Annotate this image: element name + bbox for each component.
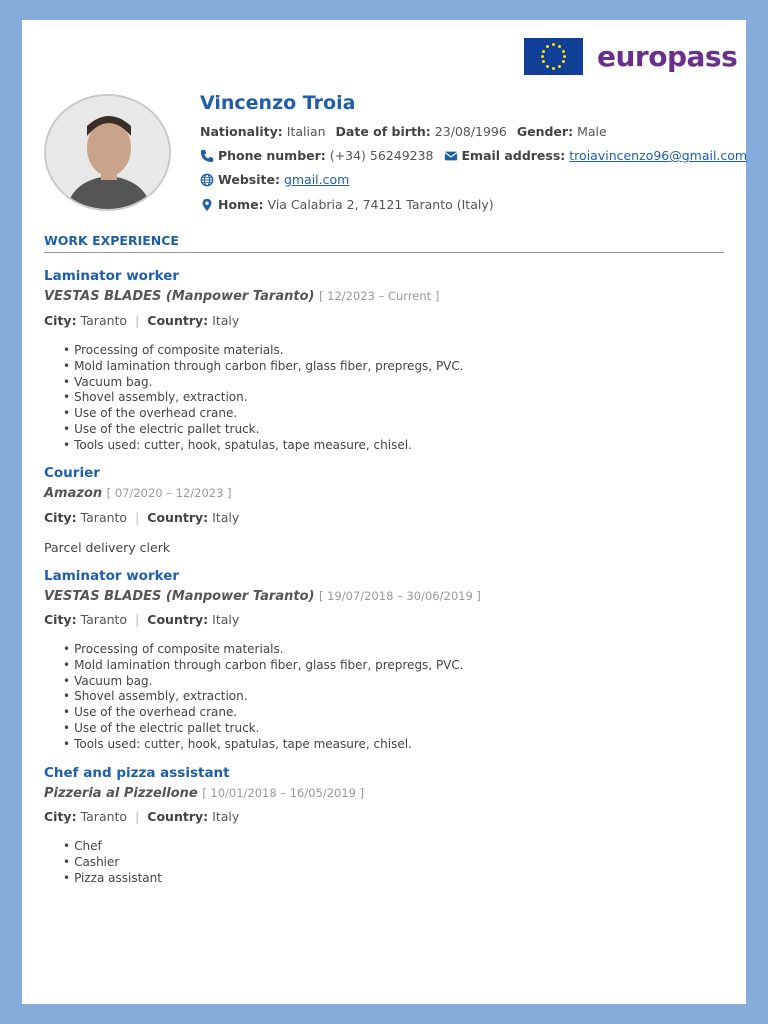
- employer-name: Pizzeria al Pizzellone: [44, 786, 198, 801]
- person-avatar-icon: [46, 96, 171, 211]
- location-separator: |: [135, 510, 140, 525]
- nationality-value: Italian: [286, 124, 326, 139]
- list-item: • Processing of composite materials.: [63, 642, 464, 658]
- job-duties-list: [63, 839, 162, 886]
- country-value: Italy: [212, 612, 240, 627]
- employer-name: VESTAS BLADES (Manpower Taranto): [44, 289, 315, 304]
- country-value: Italy: [212, 313, 240, 328]
- job-location: [44, 809, 239, 824]
- job-employer: [44, 589, 481, 604]
- website-label: Website:: [218, 172, 280, 187]
- location-separator: |: [135, 612, 140, 627]
- website-link[interactable]: gmail.com: [283, 172, 350, 187]
- email-link[interactable]: troiavincenzo96@gmail.com: [569, 148, 748, 163]
- job-location: [44, 313, 239, 328]
- list-item: • Tools used: cutter, hook, spatulas, tape measure, chisel.: [63, 737, 464, 753]
- country-label: Country:: [147, 313, 209, 328]
- list-item: • Use of the overhead crane.: [63, 406, 464, 422]
- globe-icon: [200, 173, 214, 187]
- job-description: Parcel delivery clerk: [44, 540, 171, 555]
- home-row: [200, 197, 494, 212]
- frame-right-bar: [746, 20, 768, 82]
- website-row: [200, 172, 349, 187]
- phone-icon: [200, 149, 214, 163]
- city-value: Taranto: [80, 313, 128, 328]
- frame-left-bar: [0, 20, 22, 82]
- home-value: Via Calabria 2, 74121 Taranto (Italy): [267, 197, 494, 212]
- job-dates: [ 19/07/2018 – 30/06/2019 ]: [319, 589, 481, 603]
- envelope-icon: [444, 149, 458, 163]
- job-title: Courier: [44, 465, 100, 481]
- list-item: • Vacuum bag.: [63, 375, 464, 391]
- job-dates: [ 07/2020 – 12/2023 ]: [106, 486, 232, 500]
- country-value: Italy: [212, 809, 240, 824]
- personal-details-row: [200, 124, 607, 139]
- list-item: • Mold lamination through carbon fiber, glass fiber, prepregs, PVC.: [63, 359, 464, 375]
- map-pin-icon: [200, 198, 214, 212]
- city-value: Taranto: [80, 510, 128, 525]
- job-employer: [44, 786, 364, 801]
- job-employer: [44, 289, 439, 304]
- employer-name: Amazon: [44, 486, 103, 501]
- city-value: Taranto: [80, 612, 128, 627]
- job-location: [44, 612, 239, 627]
- job-duties-list: [63, 343, 464, 454]
- eu-flag-icon: [524, 38, 583, 75]
- list-item: • Pizza assistant: [63, 871, 162, 887]
- list-item: • Use of the overhead crane.: [63, 705, 464, 721]
- dob-label: Date of birth:: [335, 124, 431, 139]
- city-value: Taranto: [80, 809, 128, 824]
- job-title: Laminator worker: [44, 268, 180, 284]
- list-item: • Use of the electric pallet truck.: [63, 422, 464, 438]
- list-item: • Shovel assembly, extraction.: [63, 390, 464, 406]
- dob-value: 23/08/1996: [434, 124, 507, 139]
- list-item: • Cashier: [63, 855, 162, 871]
- contact-row: [200, 148, 747, 163]
- city-label: City:: [44, 809, 77, 824]
- gender-value: Male: [577, 124, 607, 139]
- list-item: • Tools used: cutter, hook, spatulas, tape measure, chisel.: [63, 438, 464, 454]
- section-divider: [44, 252, 724, 253]
- europass-wordmark: europass: [597, 40, 738, 73]
- phone-value: (+34) 56249238: [329, 148, 434, 163]
- job-employer: [44, 486, 232, 501]
- profile-photo: [44, 94, 171, 211]
- country-value: Italy: [212, 510, 240, 525]
- list-item: • Shovel assembly, extraction.: [63, 689, 464, 705]
- list-item: • Chef: [63, 839, 162, 855]
- job-dates: [ 10/01/2018 – 16/05/2019 ]: [202, 786, 365, 800]
- person-name: Vincenzo Troia: [200, 92, 356, 114]
- list-item: • Processing of composite materials.: [63, 343, 464, 359]
- country-label: Country:: [147, 612, 209, 627]
- city-label: City:: [44, 510, 77, 525]
- country-label: Country:: [147, 809, 209, 824]
- list-item: • Use of the electric pallet truck.: [63, 721, 464, 737]
- job-duties-list: [63, 642, 464, 753]
- list-item: • Vacuum bag.: [63, 674, 464, 690]
- job-location: [44, 510, 239, 525]
- city-label: City:: [44, 313, 77, 328]
- city-label: City:: [44, 612, 77, 627]
- europass-logo: [524, 38, 737, 75]
- job-dates: [ 12/2023 – Current ]: [319, 289, 440, 303]
- country-label: Country:: [147, 510, 209, 525]
- nationality-label: Nationality:: [200, 124, 283, 139]
- section-title-work-experience: WORK EXPERIENCE: [44, 233, 179, 248]
- email-label: Email address:: [461, 148, 566, 163]
- page-bottom-area: [22, 942, 746, 1004]
- location-separator: |: [135, 809, 140, 824]
- job-title: Laminator worker: [44, 568, 180, 584]
- location-separator: |: [135, 313, 140, 328]
- gender-label: Gender:: [516, 124, 574, 139]
- list-item: • Mold lamination through carbon fiber, glass fiber, prepregs, PVC.: [63, 658, 464, 674]
- home-label: Home:: [218, 197, 264, 212]
- employer-name: VESTAS BLADES (Manpower Taranto): [44, 589, 315, 604]
- phone-label: Phone number:: [218, 148, 326, 163]
- job-title: Chef and pizza assistant: [44, 765, 230, 781]
